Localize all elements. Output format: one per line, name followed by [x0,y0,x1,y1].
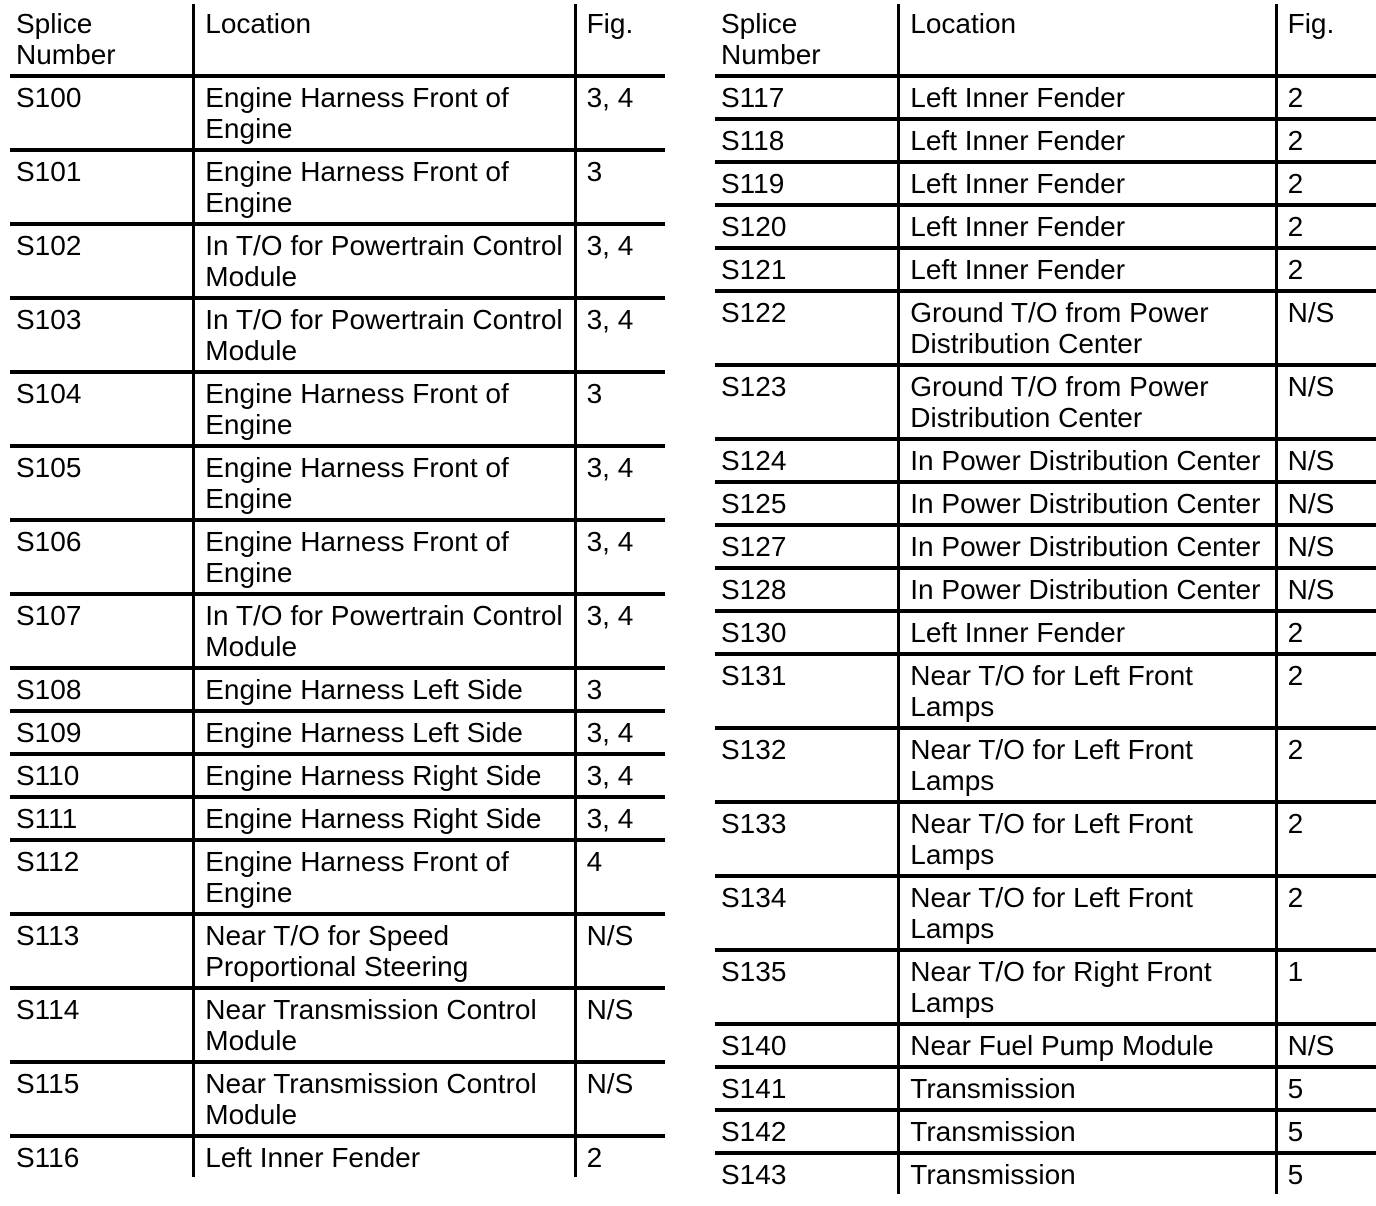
location-cell: Near Fuel Pump Module [899,1024,1276,1067]
location-cell: Near T/O for Speed Proportional Steering [194,914,575,988]
table-row [10,298,665,372]
table-row [10,754,665,797]
location-cell: Ground T/O from Power Distribution Center [899,291,1276,365]
splice-number-cell: S135 [715,950,899,1024]
fig-cell: 2 [1276,248,1376,291]
fig-cell: N/S [575,988,665,1062]
table-row [715,611,1376,654]
table-row [10,372,665,446]
location-cell: In T/O for Powertrain Control Module [194,298,575,372]
location-cell: Near T/O for Left Front Lamps [899,876,1276,950]
table-row [715,802,1376,876]
table-row [715,568,1376,611]
location-cell: Engine Harness Left Side [194,711,575,754]
fig-cell: 1 [1276,950,1376,1024]
splice-number-cell: S132 [715,728,899,802]
table-row [10,1136,665,1177]
table-row [715,205,1376,248]
fig-cell: 2 [1276,119,1376,162]
location-cell: In Power Distribution Center [899,482,1276,525]
location-cell: In Power Distribution Center [899,525,1276,568]
fig-cell: N/S [575,1062,665,1136]
fig-cell: N/S [1276,1024,1376,1067]
location-cell: Left Inner Fender [899,76,1276,119]
splice-number-cell: S141 [715,1067,899,1110]
splice-number-cell: S109 [10,711,194,754]
splice-number-cell: S108 [10,668,194,711]
fig-cell: 3, 4 [575,520,665,594]
fig-cell: 5 [1276,1067,1376,1110]
header-fig: Fig. [1276,4,1376,76]
splice-number-cell: S122 [715,291,899,365]
location-cell: Left Inner Fender [899,205,1276,248]
splice-number-cell: S117 [715,76,899,119]
location-cell: Engine Harness Front of Engine [194,520,575,594]
splice-number-cell: S127 [715,525,899,568]
fig-cell: 2 [1276,802,1376,876]
location-cell: Engine Harness Left Side [194,668,575,711]
location-cell: In Power Distribution Center [899,439,1276,482]
splice-number-cell: S143 [715,1153,899,1194]
splice-number-cell: S110 [10,754,194,797]
header-fig: Fig. [575,4,665,76]
location-cell: In T/O for Powertrain Control Module [194,224,575,298]
table-row [10,594,665,668]
location-cell: Transmission [899,1153,1276,1194]
header-splice-number: Splice Number [715,4,899,76]
location-cell: Ground T/O from Power Distribution Center [899,365,1276,439]
fig-cell: 3, 4 [575,711,665,754]
splice-number-cell: S103 [10,298,194,372]
table-row [715,162,1376,205]
fig-cell: N/S [575,914,665,988]
location-cell: Engine Harness Right Side [194,754,575,797]
fig-cell: 4 [575,840,665,914]
table-row [715,365,1376,439]
splice-number-cell: S101 [10,150,194,224]
splice-number-cell: S112 [10,840,194,914]
table-row [10,668,665,711]
fig-cell: N/S [1276,568,1376,611]
splice-number-cell: S128 [715,568,899,611]
fig-cell: 2 [1276,611,1376,654]
table-row [715,119,1376,162]
location-cell: Engine Harness Front of Engine [194,372,575,446]
splice-number-cell: S120 [715,205,899,248]
table-row [10,914,665,988]
table-row [715,654,1376,728]
location-cell: Left Inner Fender [194,1136,575,1177]
fig-cell: N/S [1276,482,1376,525]
splice-number-cell: S131 [715,654,899,728]
table-row [715,482,1376,525]
table-row [715,291,1376,365]
table-row [10,446,665,520]
splice-number-cell: S119 [715,162,899,205]
splice-table-left [10,4,665,1177]
location-cell: Near T/O for Left Front Lamps [899,802,1276,876]
fig-cell: 2 [1276,876,1376,950]
splice-number-cell: S133 [715,802,899,876]
table-row [10,988,665,1062]
table-row [10,76,665,150]
splice-number-cell: S100 [10,76,194,150]
location-cell: Transmission [899,1110,1276,1153]
location-cell: Engine Harness Front of Engine [194,446,575,520]
location-cell: Engine Harness Right Side [194,797,575,840]
location-cell: Near T/O for Right Front Lamps [899,950,1276,1024]
splice-number-cell: S116 [10,1136,194,1177]
header-row [715,4,1376,76]
fig-cell: 3 [575,150,665,224]
fig-cell: N/S [1276,525,1376,568]
table-row [715,248,1376,291]
location-cell: Left Inner Fender [899,119,1276,162]
fig-cell: 2 [1276,728,1376,802]
splice-table-right [715,4,1376,1194]
table-row [10,797,665,840]
splice-number-cell: S105 [10,446,194,520]
table-row [715,1153,1376,1194]
table-row [715,728,1376,802]
fig-cell: 3 [575,668,665,711]
splice-number-cell: S113 [10,914,194,988]
location-cell: Near T/O for Left Front Lamps [899,654,1276,728]
fig-cell: 3 [575,372,665,446]
table-row [715,525,1376,568]
splice-number-cell: S118 [715,119,899,162]
splice-number-cell: S115 [10,1062,194,1136]
table-row [715,1067,1376,1110]
location-cell: Left Inner Fender [899,611,1276,654]
fig-cell: 3, 4 [575,76,665,150]
location-cell: Left Inner Fender [899,248,1276,291]
location-cell: Left Inner Fender [899,162,1276,205]
fig-cell: N/S [1276,291,1376,365]
fig-cell: 3, 4 [575,594,665,668]
location-cell: Near Transmission Control Module [194,1062,575,1136]
location-cell: Near Transmission Control Module [194,988,575,1062]
table-row [715,950,1376,1024]
location-cell: Transmission [899,1067,1276,1110]
table-row [10,840,665,914]
fig-cell: 3, 4 [575,446,665,520]
fig-cell: 5 [1276,1110,1376,1153]
table-row [10,520,665,594]
fig-cell: 3, 4 [575,754,665,797]
header-location: Location [194,4,575,76]
table-row [715,76,1376,119]
location-cell: In Power Distribution Center [899,568,1276,611]
location-cell: In T/O for Powertrain Control Module [194,594,575,668]
fig-cell: 2 [586,1142,603,1173]
splice-number-cell: S104 [10,372,194,446]
table-header-right [715,4,1376,76]
fig-cell: 2 [1276,654,1376,728]
table-row [715,876,1376,950]
location-cell: Engine Harness Front of Engine [194,840,575,914]
splice-number-cell: S142 [715,1110,899,1153]
fig-cell: 3, 4 [575,298,665,372]
fig-cell: N/S [1276,439,1376,482]
splice-number-cell: S102 [10,224,194,298]
fig-cell: N/S [1276,365,1376,439]
splice-number-cell: S107 [10,594,194,668]
table-row [10,711,665,754]
table-header-left [10,4,665,76]
header-splice-number: Splice Number [10,4,194,76]
splice-number-cell: S124 [715,439,899,482]
fig-cell: 2 [1276,162,1376,205]
header-row [10,4,665,76]
fig-cell: 3, 4 [575,224,665,298]
table-row [10,224,665,298]
splice-number-cell: S134 [715,876,899,950]
splice-number-cell: S106 [10,520,194,594]
table-row [715,1110,1376,1153]
splice-number-cell: S140 [715,1024,899,1067]
splice-number-cell: S123 [715,365,899,439]
header-location: Location [899,4,1276,76]
location-cell: Engine Harness Front of Engine [194,150,575,224]
location-cell: Near T/O for Left Front Lamps [899,728,1276,802]
splice-number-cell: S114 [10,988,194,1062]
splice-number-cell: S130 [715,611,899,654]
table-row [10,150,665,224]
fig-cell: 5 [1287,1159,1304,1190]
table-row [10,1062,665,1136]
fig-cell: 2 [1276,76,1376,119]
table-row [715,1024,1376,1067]
location-cell: Engine Harness Front of Engine [194,76,575,150]
fig-cell: 2 [1276,205,1376,248]
splice-number-cell: S125 [715,482,899,525]
fig-cell: 3, 4 [575,797,665,840]
splice-number-cell: S121 [715,248,899,291]
table-row [715,439,1376,482]
splice-number-cell: S111 [10,797,194,840]
